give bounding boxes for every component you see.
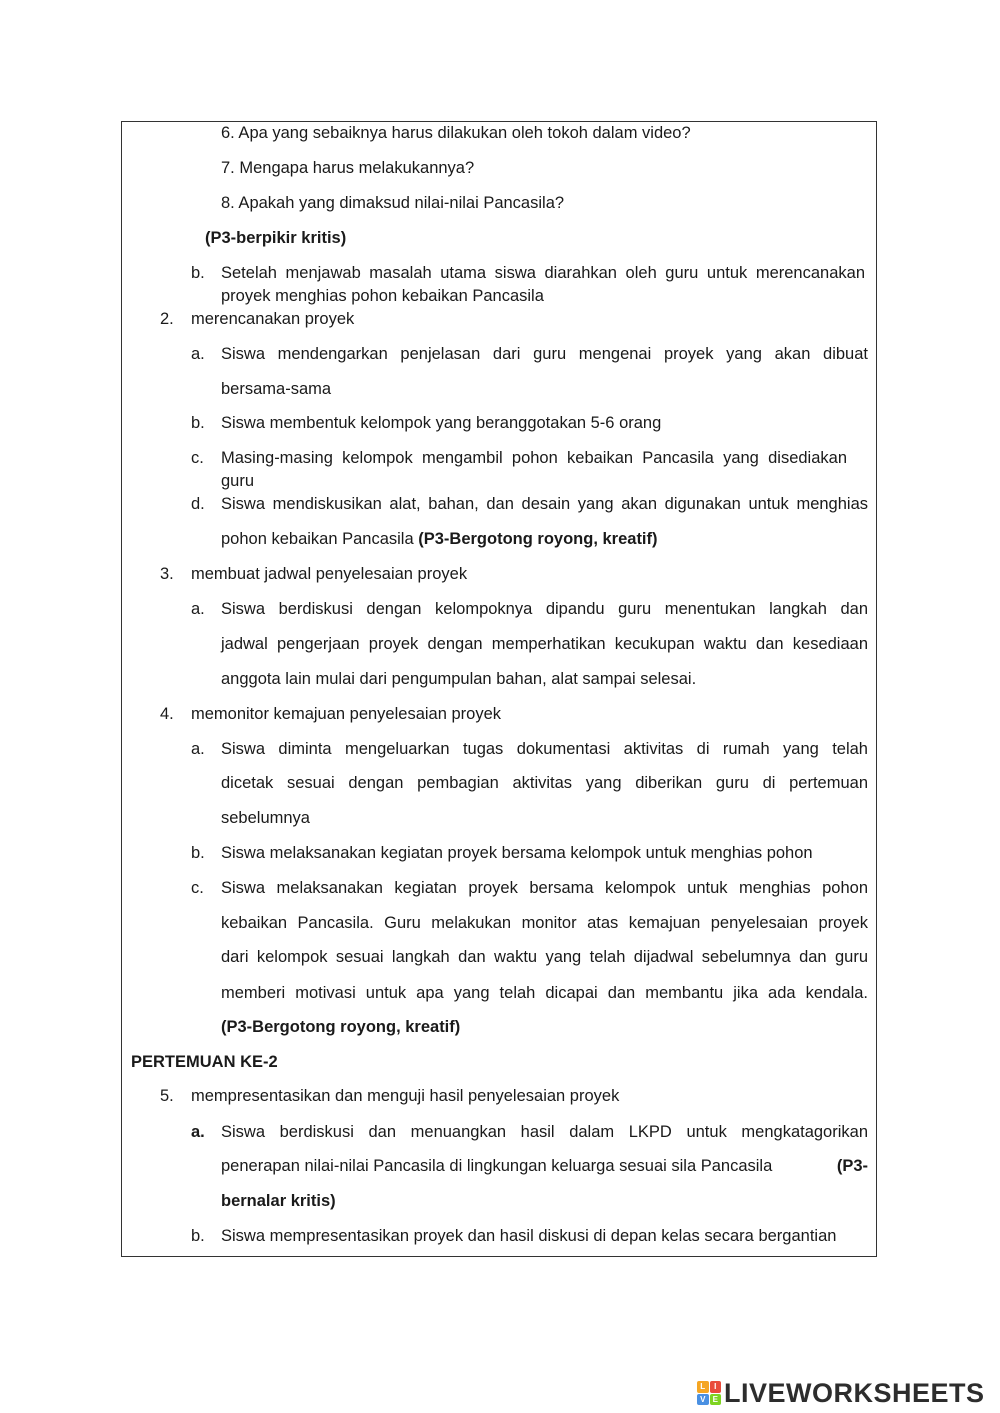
paragraph-line: Siswa diminta mengeluarkan tugas dokumentasi aktivitas di rumah yang telah bbox=[221, 740, 868, 758]
p3-reasoning-tag: bernalar kritis) bbox=[221, 1192, 336, 1210]
paragraph-line: proyek menghias pohon kebaikan Pancasila bbox=[221, 287, 544, 305]
p3-cooperation-tag: (P3-Bergotong royong, kreatif) bbox=[221, 1018, 461, 1036]
list-marker: b. bbox=[191, 414, 205, 432]
paragraph-line: Siswa membentuk kelompok yang beranggotakan 5-6 orang bbox=[221, 414, 662, 432]
paragraph-line: jadwal pengerjaan proyek dengan memperhatikan kecukupan waktu dan kesediaan bbox=[221, 635, 868, 653]
list-marker: b. bbox=[191, 1227, 205, 1245]
liveworksheets-logo-text: LIVEWORKSHEETS bbox=[724, 1377, 985, 1408]
list-marker: b. bbox=[191, 264, 205, 282]
section-number: 4. bbox=[160, 705, 174, 723]
paragraph-line: Siswa berdiskusi dan menuangkan hasil dalam LKPD untuk mengkatagorikan bbox=[221, 1123, 868, 1141]
logo-mark-letter: E bbox=[710, 1394, 722, 1406]
paragraph-line: bersama-sama bbox=[221, 380, 332, 398]
paragraph-line: Siswa mendengarkan penjelasan dari guru mengenai proyek yang akan dibuat bbox=[221, 345, 868, 363]
section-title: merencanakan proyek bbox=[191, 310, 355, 328]
meeting-heading: PERTEMUAN KE-2 bbox=[131, 1053, 278, 1071]
list-marker: d. bbox=[191, 495, 205, 513]
liveworksheets-logo[interactable] bbox=[697, 1378, 985, 1408]
list-marker: c. bbox=[191, 879, 204, 897]
section-number: 5. bbox=[160, 1087, 174, 1105]
section-title: mempresentasikan dan menguji hasil penyelesaian proyek bbox=[191, 1087, 620, 1105]
p3-critical-tag: (P3-berpikir kritis) bbox=[205, 229, 347, 247]
p3-reasoning-tag: (P3- bbox=[836, 1157, 868, 1175]
paragraph-line: Siswa melaksanakan kegiatan proyek bersama kelompok untuk menghias pohon bbox=[221, 879, 868, 897]
list-marker: a. bbox=[191, 1123, 205, 1141]
p3-cooperation-tag: (P3-Bergotong royong, kreatif) bbox=[418, 530, 658, 548]
list-marker: a. bbox=[191, 740, 205, 758]
paragraph-line: Siswa melaksanakan kegiatan proyek bersama kelompok untuk menghias pohon bbox=[221, 844, 813, 862]
list-marker: c. bbox=[191, 449, 204, 467]
logo-mark-letter: L bbox=[697, 1381, 709, 1393]
paragraph-line: memberi motivasi untuk apa yang telah dicapai dan membantu jika ada kendala. bbox=[221, 984, 868, 1002]
section-title: memonitor kemajuan penyelesaian proyek bbox=[191, 705, 502, 723]
list-marker: b. bbox=[191, 844, 205, 862]
logo-mark-letter: V bbox=[697, 1394, 709, 1406]
paragraph-line: Siswa berdiskusi dengan kelompoknya dipandu guru menentukan langkah dan bbox=[221, 600, 868, 618]
logo-mark-letter: I bbox=[710, 1381, 722, 1393]
paragraph-line: Siswa mempresentasikan proyek dan hasil diskusi di depan kelas secara bergantian bbox=[221, 1227, 837, 1245]
paragraph-line bbox=[221, 1156, 868, 1176]
paragraph-text: penerapan nilai-nilai Pancasila di lingkungan keluarga sesuai sila Pancasila bbox=[221, 1157, 773, 1175]
section-number: 3. bbox=[160, 565, 174, 583]
list-marker: a. bbox=[191, 600, 205, 618]
paragraph-line: Masing-masing kelompok mengambil pohon kebaikan Pancasila yang disediakan bbox=[221, 449, 847, 467]
question-8: 8. Apakah yang dimaksud nilai-nilai Pancasila? bbox=[221, 194, 565, 212]
paragraph-line: dicetak sesuai dengan pembagian aktivitas yang diberikan guru di pertemuan bbox=[221, 774, 868, 792]
paragraph-text: pohon kebaikan Pancasila bbox=[221, 530, 414, 548]
paragraph-line: kebaikan Pancasila. Guru melakukan monitor atas kemajuan penyelesaian proyek bbox=[221, 914, 868, 932]
list-marker: a. bbox=[191, 345, 205, 363]
section-title: membuat jadwal penyelesaian proyek bbox=[191, 565, 468, 583]
liveworksheets-logo-mark bbox=[697, 1381, 721, 1405]
paragraph-line: Siswa mendiskusikan alat, bahan, dan desain yang akan digunakan untuk menghias bbox=[221, 495, 868, 513]
section-number: 2. bbox=[160, 310, 174, 328]
paragraph-line bbox=[221, 529, 658, 549]
question-6: 6. Apa yang sebaiknya harus dilakukan oleh tokoh dalam video? bbox=[221, 124, 691, 142]
paragraph-line: sebelumnya bbox=[221, 809, 310, 827]
paragraph-line: Setelah menjawab masalah utama siswa diarahkan oleh guru untuk merencanakan bbox=[221, 264, 865, 282]
paragraph-line: guru bbox=[221, 472, 255, 490]
question-7: 7. Mengapa harus melakukannya? bbox=[221, 159, 475, 177]
paragraph-line: anggota lain mulai dari pengumpulan bahan, alat sampai selesai. bbox=[221, 670, 697, 688]
paragraph-line: dari kelompok sesuai langkah dan waktu yang telah dijadwal sebelumnya dan guru bbox=[221, 948, 868, 966]
